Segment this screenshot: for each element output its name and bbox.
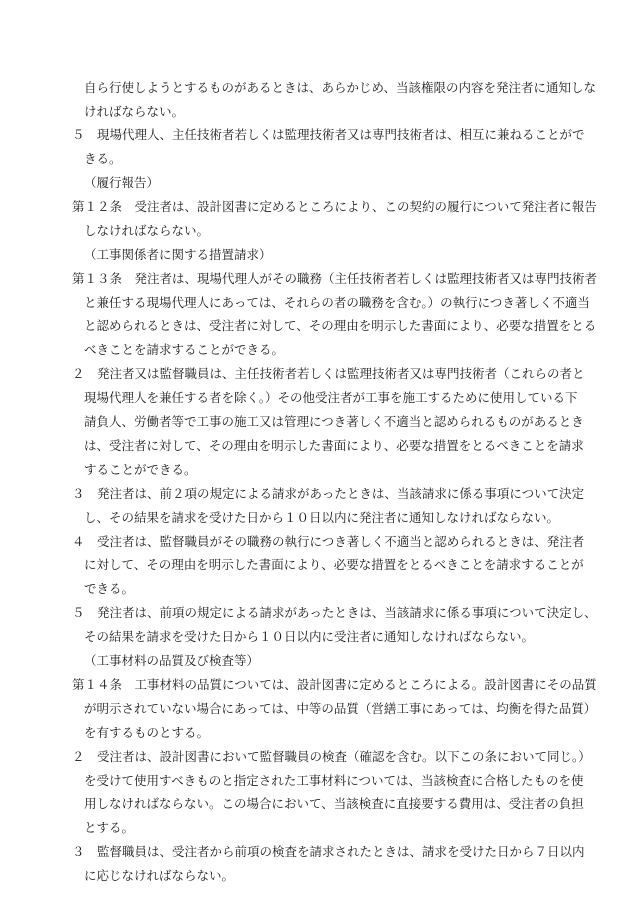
- text-line: できる。: [84, 581, 135, 596]
- text-line: しなければならない。: [84, 223, 210, 238]
- text-line: ５ 発注者は、前項の規定による請求があったときは、当該請求に係る事項について決定し、: [72, 605, 597, 620]
- text-line: を受けて使用すべきものと指定された工事材料については、当該検査に合格したものを使: [84, 773, 584, 788]
- text-line: ２ 受注者は、設計図書において監督職員の検査（確認を含む。以下この条において同じ。）: [72, 749, 591, 764]
- text-line: し、その結果を請求を受けた日から１０日以内に発注者に通知しなければならない。: [84, 510, 560, 525]
- text-line: に応じなければならない。: [84, 868, 235, 883]
- text-line: べきことを請求することができる。: [84, 342, 285, 357]
- text-line: 自ら行使しようとするものがあるときは、あらかじめ、当該権限の内容を発注者に通知しな: [84, 80, 597, 95]
- text-line: ３ 監督職員は、受注者から前項の検査を請求されたときは、請求を受けた日から７日以内: [72, 844, 585, 859]
- text-line: その結果を請求を受けた日から１０日以内に受注者に通知しなければならない。: [84, 629, 535, 644]
- article-first-line: 第１３条 発注者は、現場代理人がその職務（主任技術者若しくは監理技術者又は専門技術者: [72, 271, 598, 286]
- text-line: ３ 発注者は、前２項の規定による請求があったときは、当該請求に係る事項について決定: [72, 486, 585, 501]
- text-line: 現場代理人を兼任する者を除く。）その他受注者が工事を施工するために使用している下: [84, 390, 578, 405]
- text-line: に対して、その理由を明示した書面により、必要な措置をとるべきことを請求することが: [84, 557, 584, 572]
- text-line: 請負人、労働者等で工事の施工又は管理につき著しく不適当と認められるものがあるとき: [84, 414, 584, 429]
- text-line: が明示されていない場合にあっては、中等の品質（営繕工事にあっては、均衡を得た品質）: [84, 701, 597, 716]
- text-line: ５ 現場代理人、主任技術者若しくは監理技術者又は専門技術者は、相互に兼ねることがで: [72, 127, 585, 142]
- text-line: きる。: [84, 151, 122, 166]
- section-heading: （工事関係者に関する措置請求）: [84, 247, 272, 262]
- text-line: ければならない。: [84, 104, 185, 119]
- text-line: と兼任する現場代理人にあっては、それらの者の職務を含む。）の執行につき著しく不適当: [84, 295, 590, 310]
- text-line: ２ 発注者又は監督職員は、主任技術者若しくは監理技術者又は専門技術者（これらの者と: [72, 366, 585, 381]
- article-first-line: 第１４条 工事材料の品質については、設計図書に定めるところによる。設計図書にその品質: [72, 677, 597, 692]
- section-heading: （工事材料の品質及び検査等）: [84, 653, 260, 668]
- text-line: することができる。: [84, 462, 197, 477]
- text-line: ４ 受注者は、監督職員がその職務の執行につき著しく不適当と認められるときは、発注者: [72, 534, 585, 549]
- article-first-line: 第１２条 受注者は、設計図書に定めるところにより、この契約の履行について発注者に報告: [72, 199, 597, 214]
- text-line: とする。: [84, 820, 135, 835]
- section-heading: （履行報告）: [84, 175, 160, 190]
- text-line: は、受注者に対して、その理由を明示した書面により、必要な措置をとるべきことを請求: [84, 438, 584, 453]
- text-line: 用しなければならない。この場合において、当該検査に直接要する費用は、受注者の負担: [84, 796, 584, 811]
- text-line: を有するものとする。: [84, 725, 210, 740]
- text-line: と認められるときは、受注者に対して、その理由を明示した書面により、必要な措置をとる: [84, 318, 597, 333]
